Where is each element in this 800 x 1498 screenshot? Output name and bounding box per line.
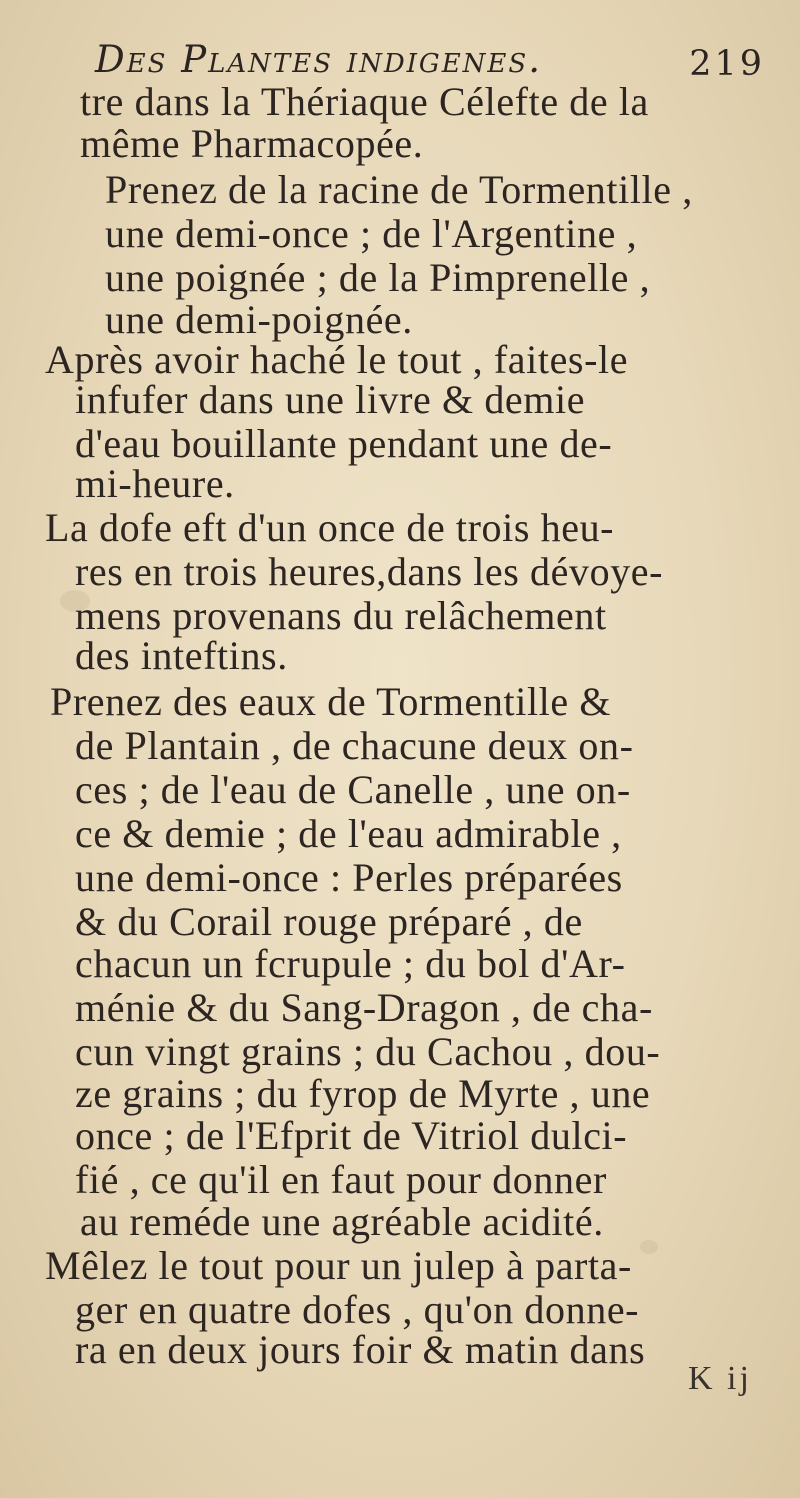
text-line: res en trois heures,dans les dévoye- xyxy=(75,549,664,594)
text-line: ménie & du Sang-Dragon , de cha- xyxy=(75,985,653,1030)
text-line: & du Corail rouge préparé , de xyxy=(75,899,583,944)
text-line: au reméde une agréable acidité. xyxy=(80,1199,604,1244)
text-line: ra en deux jours foir & matin dans xyxy=(75,1327,646,1372)
text-line: Après avoir haché le tout , faites-le xyxy=(45,337,629,382)
text-line: des inteftins. xyxy=(75,633,288,678)
text-line: une demi-once : Perles préparées xyxy=(75,855,623,900)
text-line: mens provenans du relâchement xyxy=(75,593,607,638)
text-line: une demi-once ; de l'Argentine , xyxy=(105,211,638,256)
page-number: 219 xyxy=(689,44,765,84)
signature-mark: K ij xyxy=(688,1360,752,1397)
text-line: ger en quatre dofes , qu'on donne- xyxy=(75,1287,640,1332)
text-line: fié , ce qu'il en faut pour donner xyxy=(75,1157,607,1202)
text-line: mi-heure. xyxy=(75,461,235,506)
text-line: La dofe eft d'un once de trois heu- xyxy=(45,505,615,550)
text-line: de Plantain , de chacune deux on- xyxy=(75,723,634,768)
text-line: d'eau bouillante pendant une de- xyxy=(75,421,613,466)
text-line: une poignée ; de la Pimprenelle , xyxy=(105,255,651,300)
text-line: ce & demie ; de l'eau admirable , xyxy=(75,811,622,856)
paper-stain xyxy=(640,1240,658,1254)
text-line: Prenez de la racine de Tormentille , xyxy=(105,167,693,212)
text-line: tre dans la Thériaque Célefte de la xyxy=(80,79,649,124)
text-line: même Pharmacopée. xyxy=(80,121,424,166)
text-line: Mêlez le tout pour un julep à parta- xyxy=(45,1243,632,1288)
text-line: ze grains ; du fyrop de Myrte , une xyxy=(75,1071,651,1116)
text-line: infufer dans une livre & demie xyxy=(75,377,586,422)
text-line: once ; de l'Efprit de Vitriol dulci- xyxy=(75,1113,628,1158)
text-line: une demi-poignée. xyxy=(105,297,413,342)
text-line: cun vingt grains ; du Cachou , dou- xyxy=(75,1029,661,1074)
running-title: Des Plantes indigenes. xyxy=(95,38,542,81)
text-line: ces ; de l'eau de Canelle , une on- xyxy=(75,767,631,812)
text-line: Prenez des eaux de Tormentille & xyxy=(50,679,612,724)
text-line: chacun un fcrupule ; du bol d'Ar- xyxy=(75,941,626,986)
